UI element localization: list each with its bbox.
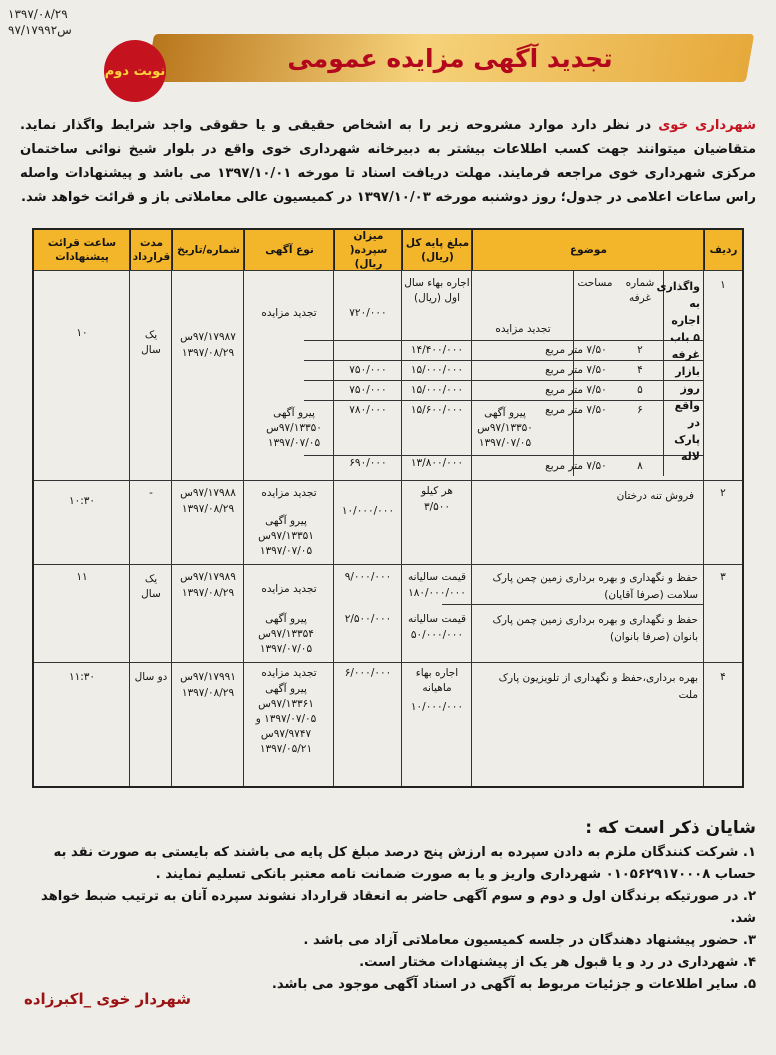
booth-number: ۸: [637, 460, 643, 472]
booth-number: ۴: [637, 364, 643, 376]
notes-list: [20, 842, 756, 996]
opening-time: ۱۱:۳۰: [68, 671, 96, 683]
deposit-amount: ۶۹۰/۰۰۰: [349, 457, 387, 469]
column-divider: [243, 230, 244, 786]
ad-number: ۹۷/۱۷۹۸۸س: [180, 487, 236, 499]
column-divider: [471, 230, 472, 786]
ad-type: تجدید مزایده: [261, 667, 317, 679]
intro-paragraph: [20, 114, 756, 210]
header-base-price: مبلغ پایه کل (ریال): [402, 230, 472, 270]
row-number: ۳: [720, 571, 726, 583]
contract-duration: یک سال: [141, 573, 161, 600]
reference-number: ۹۷/۱۷۹۹۲س: [8, 23, 72, 37]
booth-area: ۷/۵۰ متر مربع: [545, 460, 607, 472]
row-divider: [374, 380, 472, 381]
booth-rent: ۱۵/۶۰۰/۰۰۰: [410, 404, 464, 416]
header-row-number: ردیف: [704, 230, 742, 270]
row-number: ۴: [720, 671, 726, 683]
booth-area: ۷/۵۰ متر مربع: [545, 364, 607, 376]
base-price: ۱۸۰/۰۰۰/۰۰۰: [408, 587, 466, 599]
deposit-amount: ۲/۵۰۰/۰۰۰: [344, 613, 392, 625]
contract-duration: دو سال: [134, 671, 168, 683]
notes-heading: شایان ذکر است که :: [585, 818, 756, 838]
row-divider: [34, 662, 742, 663]
round-badge: نوبت دوم: [104, 40, 166, 102]
price-label: قیمت سالیانه: [407, 571, 467, 583]
row-divider: [304, 360, 704, 361]
base-price: ۱۰/۰۰۰/۰۰۰: [410, 701, 464, 713]
price-label: قیمت سالیانه: [407, 613, 467, 625]
row-divider: [374, 360, 472, 361]
header-subject: موضوع: [472, 230, 704, 270]
deposit-amount: ۶/۰۰۰/۰۰۰: [344, 667, 392, 679]
ad-type-follow-up: پیرو آگهی ۹۷/۱۳۳۵۱س ۱۳۹۷/۰۷/۰۵: [258, 515, 314, 557]
ad-date: ۱۳۹۷/۰۸/۲۹: [181, 347, 235, 359]
price-label: هر کیلو: [421, 485, 453, 497]
opening-time: ۱۰:۳۰: [68, 495, 96, 507]
deposit-amount: ۱۰/۰۰۰/۰۰۰: [341, 505, 395, 517]
booth-area: ۷/۵۰ متر مربع: [545, 404, 607, 416]
note-item: ۴. شهرداری در رد و یا قبول هر یک از پیشنهادات مختار است.: [359, 955, 756, 970]
ad-date: ۱۳۹۷/۰۸/۲۹: [181, 503, 235, 515]
subject-text: حفظ و نگهداری و بهره برداری زمین چمن پارک سلامت (صرفا آقایان): [492, 572, 698, 601]
header-ad-type: نوع آگهی: [244, 230, 334, 270]
booth-area: ۷/۵۰ متر مربع: [545, 384, 607, 396]
booth-number: ۲: [637, 344, 643, 356]
column-divider: [703, 230, 704, 786]
opening-time: ۱۰: [76, 327, 88, 339]
row-divider: [374, 400, 472, 401]
row-divider: [304, 380, 704, 381]
opening-time: ۱۱: [76, 571, 88, 583]
deposit-amount: ۷۵۰/۰۰۰: [349, 364, 387, 376]
deposit-amount: ۷۸۰/۰۰۰: [349, 404, 387, 416]
ad-type-follow-up: پیرو آگهی ۹۷/۱۳۳۵۰س ۱۳۹۷/۰۷/۰۵: [266, 407, 322, 449]
auction-table: [32, 228, 744, 788]
subject-text: حفظ و نگهداری و بهره برداری زمین چمن پارک بانوان (صرفا بانوان): [492, 614, 698, 643]
booth-rent: ۱۴/۴۰۰/۰۰۰: [410, 344, 464, 356]
contract-duration: -: [149, 487, 153, 499]
column-divider: [333, 230, 334, 786]
ad-number: ۹۷/۱۷۹۹۱س: [180, 671, 236, 683]
base-price: ۵۰/۰۰۰/۰۰۰: [410, 629, 464, 641]
row-divider: [34, 480, 742, 481]
base-price: ۳/۵۰۰: [423, 501, 451, 513]
page-title: تجدید آگهی مزایده عمومی: [287, 43, 613, 73]
rent-header: اجاره بهاء سال اول (ریال): [404, 277, 470, 304]
subject-text: واگذاری به اجاره ۵ باب غرفه بازار روز واقع در پارک لاله: [656, 280, 700, 463]
area-header: مساحت: [577, 277, 613, 289]
deposit-amount: ۷۲۰/۰۰۰: [349, 307, 387, 319]
booth-area: ۷/۵۰ متر مربع: [545, 344, 607, 356]
renew-label: تجدید مزایده: [495, 323, 551, 335]
deposit-amount: ۹/۰۰۰/۰۰۰: [344, 571, 392, 583]
ad-type-follow-up: پیرو آگهی ۹۷/۱۳۳۵۴س ۱۳۹۷/۰۷/۰۵: [258, 613, 314, 655]
note-item: ۲. در صورتیکه برندگان اول و دوم و سوم آگهی حاضر به انعقاد قرارداد نشوند سپرده آنان به ترتیب ضبط خواهد شد.: [41, 889, 756, 926]
booth-number: ۵: [637, 384, 643, 396]
organization-name: شهرداری خوی: [658, 118, 756, 133]
header-number-date: شماره/تاریخ: [172, 230, 244, 270]
header-deposit: میزان سپرده( ریال): [334, 230, 402, 270]
deposit-amount: ۷۵۰/۰۰۰: [349, 384, 387, 396]
subject-text: بهره برداری،حفظ و نگهداری از تلویزیون پارک ملت: [498, 672, 698, 701]
row-divider: [34, 564, 742, 565]
ad-date: ۱۳۹۷/۰۸/۲۹: [181, 687, 235, 699]
row-divider: [304, 400, 704, 401]
price-label: اجاره بهاء ماهیانه: [415, 667, 459, 694]
note-item: ۵. سایر اطلاعات و جزئیات مربوط به آگهی در اسناد آگهی موجود می باشد.: [271, 977, 756, 992]
header-opening-time: ساعت قرائت پیشنهادات: [34, 230, 130, 270]
reference-date: ۱۳۹۷/۰۸/۲۹: [8, 7, 68, 21]
booth-number: ۶: [637, 404, 643, 416]
reference-block: [8, 6, 72, 38]
row-number: ۲: [720, 487, 726, 499]
row-divider: [442, 604, 704, 605]
booth-rent: ۱۳/۸۰۰/۰۰۰: [410, 457, 464, 469]
ad-number: ۹۷/۱۷۹۸۷س: [180, 331, 236, 343]
booth-rent: ۱۵/۰۰۰/۰۰۰: [410, 384, 464, 396]
note-item: ۳. حضور پیشنهاد دهندگان در جلسه کمیسیون معاملاتی آزاد می باشد .: [303, 933, 756, 948]
subject-text: فروش تنه درختان: [616, 490, 694, 502]
row-divider: [304, 340, 704, 341]
contract-duration: یک سال: [141, 329, 161, 356]
booth-rent: ۱۵/۰۰۰/۰۰۰: [410, 364, 464, 376]
note-item: ۱. شرکت کنندگان ملزم به دادن سپرده به ارزش پنج درصد مبلغ کل پایه می باشند که بایستی به صورت نقد به حساب ۰۱۰۵۶۲۹۱۷۰۰۰۸ شهرداری واریز و یا به صورت ضمانت نامه معتبر بانکی تسلیم نمایند .: [53, 845, 756, 882]
ad-type: تجدید مزایده: [261, 583, 317, 595]
booth-number-header: شماره غرفه: [625, 277, 655, 304]
row-divider: [34, 270, 742, 271]
ad-type-follow-up: پیرو آگهی ۹۷/۱۳۳۶۱س ۱۳۹۷/۰۷/۰۵ و ۹۷/۹۷۴۷س ۱۳۹۷/۰۵/۲۱: [255, 683, 317, 755]
ad-type: تجدید مزایده: [261, 307, 317, 319]
follow-up-note: پیرو آگهی ۹۷/۱۳۳۵۰س ۱۳۹۷/۰۷/۰۵: [477, 407, 533, 449]
column-divider: [171, 230, 172, 786]
ad-type: تجدید مزایده: [261, 487, 317, 499]
header-duration: مدت قرارداد: [130, 230, 172, 270]
row-number: ۱: [720, 279, 726, 291]
ad-date: ۱۳۹۷/۰۸/۲۹: [181, 587, 235, 599]
mayor-signature: شهردار خوی _اکبرزاده: [24, 990, 192, 1008]
intro-text: در نظر دارد موارد مشروحه زیر را به اشخاص حقیقی و یا حقوقی واجد شرایط واگذار نماید. متقاضیان میتوانند جهت کسب اطلاعات بیشتر به دبیرخانه شهرداری خوی واقع در بلوار شیخ نوائی ساختمان مرکزی شهرداری خوی مراجعه فرمایند. مهلت دریافت اسناد تا مورخه ۱۳۹۷/۱۰/۰۱ می باشد و پیشنهادات واصله راس ساعات اعلامی در جدول؛ روز دوشنبه مورخه ۱۳۹۷/۱۰/۰۳ در کمیسیون عالی معاملاتی باز و قرائت خواهد شد.: [20, 118, 756, 205]
ad-number: ۹۷/۱۷۹۸۹س: [180, 571, 236, 583]
column-divider: [401, 230, 402, 786]
